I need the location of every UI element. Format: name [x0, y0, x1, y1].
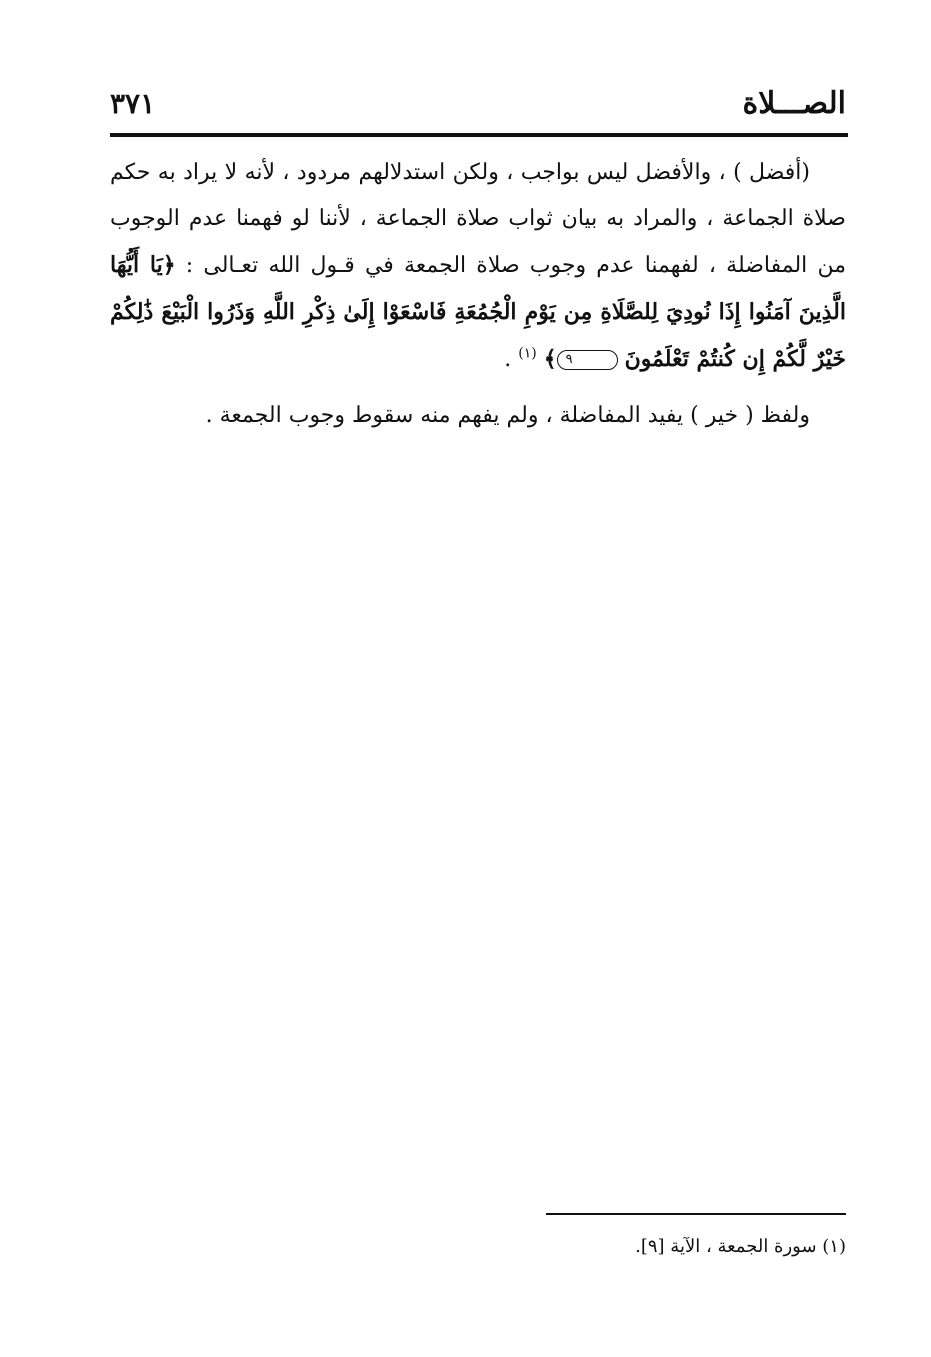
paragraph-2: ولفظ ( خير ) يفيد المفاضلة ، ولم يفهم منه سقوط وجوب الجمعة .	[205, 403, 810, 428]
quran-close-bracket: ﴾	[543, 346, 557, 372]
paragraph-1-end: .	[504, 347, 519, 372]
body-text	[110, 150, 846, 439]
paragraph-1	[110, 150, 846, 383]
paragraph-1-intro: (أفضل ) ، والأفضل ليس بواجب ، ولكن استدلالهم مردود ، لأنه لا يراد به حكم صلاة الجماعة ، والمراد به بيان ثواب صلاة الجماعة ، لأننا لو فهمنا عدم الوجوب من المفاضلة ، لفهمنا عدم وجوب صلاة الجمعة في قـول الله تعـالى :	[110, 160, 846, 278]
footnote-1: (١) سورة الجمعة ، الآية [٩].	[635, 1236, 846, 1257]
quran-verse: ﴿يَا أَيُّهَا الَّذِينَ آمَنُوا إِذَا نُودِيَ لِلصَّلَاةِ مِن يَوْمِ الْجُمُعَةِ فَاسْعَوْا إِلَىٰ ذِكْرِ اللَّهِ وَذَرُوا الْبَيْعَ ذَٰلِكُمْ خَيْرٌ لَّكُمْ إِن كُنتُمْ تَعْلَمُونَ	[110, 252, 846, 372]
footnote-rule	[546, 1213, 846, 1215]
header-rule	[110, 133, 848, 137]
page-number: ٣٧١	[110, 87, 156, 120]
ayah-number-marker: ٩	[557, 350, 618, 370]
footnote-reference: (١)	[518, 345, 537, 362]
running-title: الصـــلاة	[742, 86, 846, 121]
page-header	[110, 82, 846, 130]
